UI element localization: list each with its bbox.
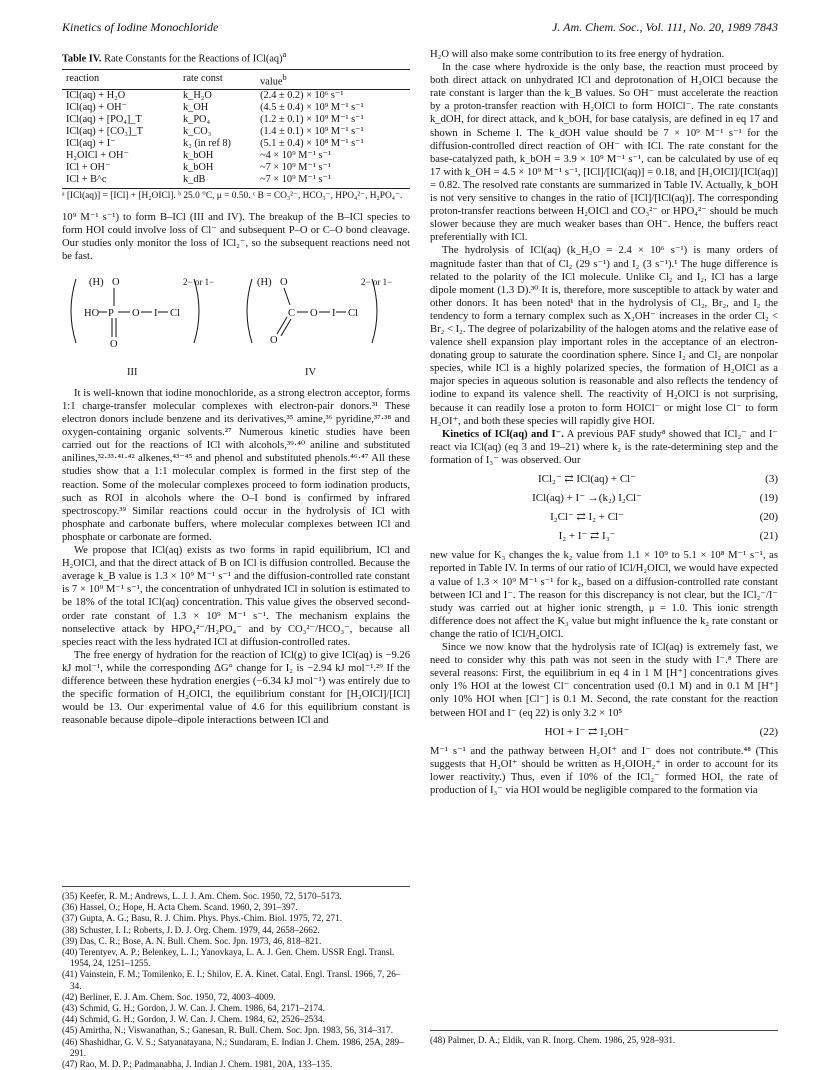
equation-text: ICl(aq) + I⁻ →(k₂) I₂Cl⁻	[532, 492, 642, 505]
equation-text: I₂ + I⁻ ⇄ I₃⁻	[558, 530, 616, 543]
struct-iv-o-top: O	[280, 276, 288, 288]
table-cell-value: ~7 × 10⁹ M⁻¹ s⁻¹	[256, 174, 410, 189]
struct-iii-o-top: O	[112, 276, 120, 288]
right-column	[430, 48, 778, 797]
table-cell-value: ~7 × 10⁹ M⁻¹ s⁻¹	[260, 161, 332, 173]
col-header-value: value$^b$	[256, 69, 410, 89]
table-cell-value: (5.1 ± 0.4) × 10⁸ M⁻¹ s⁻¹	[260, 137, 364, 149]
table-cell-reaction: H₂OICl + OH⁻	[66, 149, 129, 161]
paragraph: Since we now know that the hydrolysis rate of ICl(aq) is extremely fast, we need to consider why this path was not seen in the study with I⁻.⁸ There are several reasons: First, the equilibrium in eq 4 in 1 M [H⁺] concentrations gives only 1% HOI at the lowest Cl⁻ concentration used (0.1 M) and in 0.1 M [H⁺] only 10% HOI when [Cl⁻] is 0.1 M. Second, the rate constant for the reaction between HOI and I⁻ (eq 22) is only 3.2 × 10⁵	[430, 642, 778, 719]
paragraph: 10⁹ M⁻¹ s⁻¹) to form B–ICl (III and IV). The breakup of the B–ICl species to form HOI could involve loss of Cl⁻ and subsequent P–O or C–O bond cleavage. Our studies only monitor the loss of ICl₂⁻, so the subsequent reactions need not be fast.	[62, 211, 410, 262]
struct-iv-label: IV	[305, 366, 317, 378]
table-cell-reaction: ICl + OH⁻	[66, 161, 111, 173]
table-cell-const: k_bOH	[183, 161, 214, 173]
equation	[430, 473, 778, 486]
table-cell-const: k_PO₄	[183, 113, 211, 125]
footnote: (40) Terentyev, A. P.; Belenkey, L. I.; Yanovkaya, L. A. J. Gen. Chem. USSR Engl. Transl. 1954, 24, 1251–1255.	[62, 947, 395, 969]
paragraph	[430, 428, 778, 467]
section-heading: Kinetics of ICl(aq) and I⁻.	[442, 428, 564, 440]
equation	[430, 511, 778, 524]
table-row	[62, 89, 410, 102]
table-cell-value: (1.4 ± 0.1) × 10⁹ M⁻¹ s⁻¹	[260, 125, 364, 137]
table-cell-value: (4.5 ± 0.4) × 10⁹ M⁻¹ s⁻¹	[260, 101, 364, 113]
footnote: (38) Schuster, I. I.; Roberts, J. D. J. Org. Chem. 1979, 44, 2658–2662.	[62, 924, 320, 935]
table-row	[62, 138, 410, 150]
table-cell-const: k_bOH	[183, 149, 214, 161]
paragraph: new value for K₃ changes the k₂ value from 1.1 × 10⁹ to 5.1 × 10⁸ M⁻¹ s⁻¹, as reported in Table IV. In terms of our ratio of ICl/H₂OICl, we would have expected a value of 1.3 × 10⁹ M⁻¹ s⁻¹ for k₂, based on a diffusion-controlled rate constant between ICl and I⁻. The reason for this discrepancy is not clear, but the ICl₂⁻/I⁻ study was carried out at higher ionic strength, μ = 1.0. This ionic strength difference does not affect the K₃ value but might influence the k₂ rate constant or change the ratio of ICl/H₂OICl.	[430, 550, 778, 640]
struct-iii-charge: 2− or 1−	[183, 276, 215, 287]
paragraph: The free energy of hydration for the reaction of ICl(g) to give ICl(aq) is −9.26 kJ mol⁻¹, while the corresponding ΔG° change for I₂ is −2.94 kJ mol⁻¹.²⁹ If the difference between these hydration energies (−6.34 kJ mol⁻¹) was entirely due to the specific formation of H₂OICl, the equilibrium constant for [H₂OICl]/[ICl] would be 13. Our experimental value of 4.6 for this equilibrium constant is reasonable because dipole–dipole interactions between ICl and	[62, 649, 410, 727]
table-cell-reaction: ICl(aq) + [PO₄]_T	[66, 113, 142, 125]
table-caption: Table IV. Rate Constants for the Reactions of ICl(aq)$^a$	[62, 49, 287, 65]
table-row	[62, 114, 410, 126]
table-cell-const: k_dB	[179, 174, 256, 189]
journal-page	[62, 20, 778, 1070]
footnote: (41) Vainstein, F. M.; Tomilenko, E. I.; Shilov, E. A. Kinet. Catal. Engl. Transl. 1966, 7, 26–34.	[62, 969, 401, 991]
header-title: Kinetics of Iodine Monochloride	[62, 20, 219, 34]
footnote: (43) Schmid, G. H.; Gordon, J. W. Can. J. Chem. 1986, 64, 2171–2174.	[62, 1003, 325, 1014]
footnote: (35) Keefer, R. M.; Andrews, L. J. J. Am. Chem. Soc. 1950, 72, 5170–5173.	[62, 891, 342, 901]
footnote: (39) Das, C. R.; Bose, A. N. Bull. Chem. Soc. Jpn. 1973, 46, 818–821.	[62, 935, 322, 946]
equation-number: (22)	[759, 725, 778, 738]
struct-iv-i: I	[332, 307, 336, 319]
equation-text: HOI + I⁻ ⇄ I₂OH⁻	[544, 725, 630, 738]
col-header-reaction: reaction	[62, 69, 179, 89]
table-header-row	[62, 69, 410, 89]
equation-number: (21)	[759, 530, 778, 543]
table-cell-const: k_H₂O	[183, 89, 212, 101]
running-header	[62, 20, 778, 40]
table-cell-value: (2.4 ± 0.2) × 10⁶ s⁻¹	[260, 89, 344, 101]
equation-22	[430, 726, 778, 739]
paragraph: The hydrolysis of ICl(aq) (k_H₂O = 2.4 × 10⁶ s⁻¹) is many orders of magnitude faster than that of Cl₂ (29 s⁻¹) and I₂ (3 s⁻¹).¹ The huge difference is related to the polarity of the ICl molecule. Unlike Cl₂ and I₂, ICl has a large dipole moment (1.3 D).³⁰ It is, therefore, more susceptible to attack by water and other donors. It has been noted¹ that in the hydrolysis of Cl₂, Br₂, and I₂ the tendency to form a ternary complex such as X₂OH⁻ increases in the order Cl₂ < Br₂ < I₂. The degree of polarizability of the halogen atoms and the relative ease of valence shell expansion play important roles in the acceptance of an electron-donating group to saturate the coordination sphere. Since I₂ and Cl₂ are nonpolar species, while ICl is a highly polarized species, the formation of H₂OICl as a major species in aqueous solution is reasonable and also reflects the tendency of iodine to expand its valence shell. The reactivity of H₂OICl is not surprising, because it can readily lose a proton to form HOICl⁻ or might lose Cl⁻ to form H₂OI⁺, and both these species will rapidly give HOI.	[430, 245, 778, 427]
paragraph: H₂O will also make some contribution to its free energy of hydration.	[430, 49, 725, 60]
structure-diagram	[62, 271, 410, 381]
struct-iv-c: C	[288, 307, 296, 319]
table-row	[62, 150, 410, 162]
chemical-structures	[62, 271, 410, 381]
paragraph: In the case where hydroxide is the only base, the reaction must proceed by both direct attack on unhydrated ICl and deprotonation of H₂OICl because the rate constant is larger than the k_B values. So OH⁻ must accelerate the reaction by a proton-transfer reaction with H₂OICl to form HOICl⁻. The rate constants k_dOH, for direct attack, and k_bOH, for base catalysis, are defined in eq 17 and shown in Scheme I. The k_dOH value should be 7 × 10⁹ M⁻¹ s⁻¹ for the diffusion-controlled direct reaction of OH⁻ with ICl. The rate constant for the base-catalyzed path, k_bOH = 3.9 × 10⁹ M⁻¹ s⁻¹, can be calculated by use of eq 17 with k_OH = 4.5 × 10⁹ M⁻¹ s⁻¹, [ICl]/[ICl(aq)] = 0.18, and [H₂OICl]/[ICl(aq)] = 0.82. The resolved rate constants are summarized in Table IV. Actually, k_bOH is not very sensitive to changes in the ratio of [ICl]/[ICl(aq)]. The corresponding proton-transfer reactions between H₂OICl and CO₃²⁻ or HPO₄²⁻ should be much slower because they are much weaker bases than OH⁻. Hence, the buffers react preferentially with ICl.	[430, 62, 778, 244]
equation-text: I₂Cl⁻ ⇄ I₂ + Cl⁻	[550, 511, 624, 524]
table-row	[62, 174, 410, 189]
col-header-rate-const: rate const	[179, 69, 256, 89]
table-cell-reaction: ICl(aq) + I⁻	[66, 137, 116, 149]
paragraph-text: A previous PAF study⁸ showed that ICl₂⁻ and I⁻ react via ICl(aq) (eq 3 and 19–21) where k₂ is the rate-determining step and the formation of I₃⁻ was observed. Our	[430, 428, 778, 466]
table-row	[62, 162, 410, 174]
struct-iii-h: (H)	[89, 276, 104, 288]
struct-iii-cl: Cl	[170, 307, 180, 319]
header-citation: J. Am. Chem. Soc., Vol. 111, No. 20, 1989 7843	[552, 20, 778, 34]
footnotes-left	[62, 886, 410, 1070]
equation	[430, 530, 778, 543]
table-cell-value: (1.2 ± 0.1) × 10⁹ M⁻¹ s⁻¹	[260, 113, 364, 125]
footnote: (46) Shashidhar, G. V. S.; Satyanatayana, N.; Sundaram, E. Indian J. Chem. 1986, 25A, 289–291.	[62, 1036, 404, 1058]
struct-iii-p: P	[108, 307, 114, 319]
table-row	[62, 102, 410, 114]
table-cell-const: k_CO₃	[183, 125, 212, 137]
struct-iv-o-bottom: O	[270, 334, 278, 346]
footnote: (44) Schmid, G. H.; Gordon, J. W. Can. J. Chem. 1984, 62, 2526–2534.	[62, 1014, 325, 1025]
table-footnote: ᵃ [ICl(aq)] = [ICl] + [H₂OICl]. ᵇ 25.0 °C, μ = 0.50. ᶜ B = CO₃²⁻, HCO₃⁻, HPO₄²⁻, H₂PO₄⁻.	[62, 190, 403, 201]
table-cell-const: k₂ (in ref 8)	[183, 137, 231, 149]
table-cell-reaction: ICl(aq) + H₂O	[66, 89, 126, 101]
table-title: Rate Constants for the Reactions of ICl(aq)	[104, 53, 283, 65]
footnote: (42) Berliner, E. J. Am. Chem. Soc. 1950, 72, 4003–4009.	[62, 991, 276, 1002]
equation	[430, 492, 778, 505]
struct-iii-label: III	[127, 366, 138, 378]
table-cell-reaction: ICl + B^c	[62, 174, 179, 189]
table-cell-value: ~4 × 10⁹ M⁻¹ s⁻¹	[260, 149, 332, 161]
left-column	[62, 48, 410, 727]
equation-number: (20)	[759, 511, 778, 524]
struct-iii-ho: HO	[84, 307, 100, 319]
struct-iv-h: (H)	[257, 276, 272, 288]
equation-block	[430, 473, 778, 543]
rate-constants-table	[62, 69, 410, 189]
table-cell-reaction: ICl(aq) + OH⁻	[66, 101, 127, 113]
equation-number: (19)	[759, 492, 778, 505]
struct-iv-charge: 2− or 1−	[361, 276, 393, 287]
footnote: (47) Rao, M. D. P.; Padmanabha, J. Indian J. Chem. 1981, 20A, 133–135.	[62, 1059, 333, 1070]
footnote: (48) Palmer, D. A.; Eldik, van R. Inorg. Chem. 1986, 25, 928–931.	[430, 1035, 676, 1045]
table-label: Table IV.	[62, 53, 102, 65]
footnote: (45) Amirtha, N.; Viswanathan, S.; Ganesan, R. Bull. Chem. Soc. Jpn. 1983, 56, 314–317.	[62, 1025, 394, 1036]
paragraph: We propose that ICl(aq) exists as two forms in rapid equilibrium, ICl and H₂OICl, and that the direct attack of B on ICl is diffusion controlled. Because the average k_B value is 1.3 × 10⁹ M⁻¹ s⁻¹ and the diffusion-controlled rate constant is 7 × 10⁹ M⁻¹ s⁻¹, the concentration of unhydrated ICl in solution is estimated to be 18% of the total ICl(aq) concentration. This value gives the observed second-order rate constant of 1.3 × 10⁹ M⁻¹ s⁻¹. The mechanism explains the nonselective attack by HPO₄²⁻/H₂PO₄⁻ and by CO₃²⁻/HCO₃⁻, because all species react with the less hydrated ICl at diffusion-controlled rates.	[62, 545, 410, 648]
paragraph: It is well-known that iodine monochloride, as a strong electron acceptor, forms 1:1 charge-transfer molecular complexes with electron-pair donors.³¹ These electron donors include benzene and its derivatives,³⁵ amine,³⁶ pyridine,³⁷·³⁸ and oxygen-containing organic solvents.²⁷ Numerous kinetic studies have been carried out for the reactions of ICl with alcohols,³⁹·⁴⁰ aniline and substituted anilines,³²·³³·⁴¹·⁴² alkenes,⁴³⁻⁴⁵ and phenol and substituted phenols.⁴⁶·⁴⁷ All these studies show that a 1:1 molecular complex is formed in the first step of the reaction. Some of the molecular complexes proceed to form iodination products, such as ROI in alcohols where the O–I bond is confirmed by infrared spectroscopy.³⁹ Similar reactions could occur in the hydrolysis of ICl with phosphate and carbonate buffers, where molecular complexes between ICl and phosphate or carbonate are formed.	[62, 387, 410, 543]
table-cell-reaction: ICl(aq) + [CO₃]_T	[66, 125, 143, 137]
equation-number: (3)	[765, 473, 778, 485]
footnotes-right	[430, 1030, 778, 1046]
struct-iii-o-bottom: O	[110, 338, 118, 350]
struct-iii-o: O	[132, 307, 140, 319]
equation-text: ICl₂⁻ ⇄ ICl(aq) + Cl⁻	[537, 473, 637, 485]
struct-iv-cl: Cl	[348, 307, 358, 319]
table-cell-const: k_OH	[183, 101, 209, 113]
footnote: (37) Gupta, A. G.; Basu, R. J. Chim. Phys. Phys.-Chim. Biol. 1975, 72, 271.	[62, 913, 342, 924]
struct-iv-o: O	[310, 307, 318, 319]
table-row	[62, 126, 410, 138]
struct-iii-i: I	[154, 307, 158, 319]
footnote: (36) Hassel, O.; Hope, H. Acta Chem. Scand. 1960, 2, 391–397.	[62, 902, 298, 913]
paragraph: M⁻¹ s⁻¹ and the pathway between H₂OI⁺ and I⁻ does not contribute.⁴⁸ (This suggests that H₂OI⁺ should be written as H₂OIOH₂⁺ in order to account for its lower reactivity.) Thus, even if 10% of the ICl₂⁻ formed HOI, the rate of production of I₃⁻ via HOI would be negligible compared to the formation via	[430, 745, 778, 796]
